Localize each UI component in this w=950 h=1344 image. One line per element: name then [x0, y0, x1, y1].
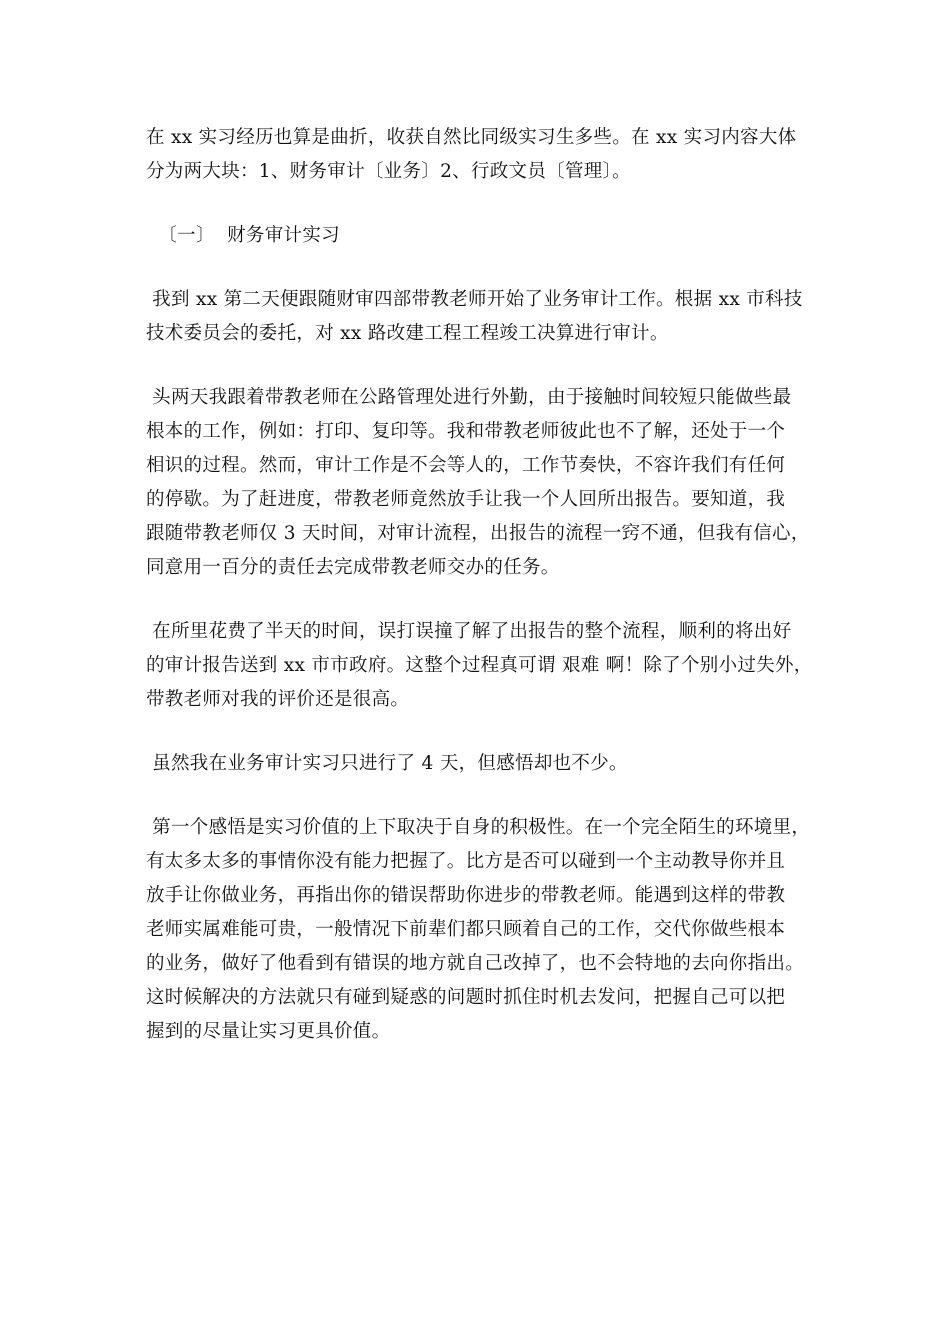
text-line: 同意用一百分的责任去完成带教老师交办的任务。 [146, 557, 560, 578]
text-line: 头两天我跟着带教老师在公路管理处进行外勤，由于接触时间较短只能做些最 [146, 387, 792, 408]
text-line: 在所里花费了半天的时间，误打误撞了解了出报告的整个流程，顺利的将出好 [146, 621, 792, 642]
text-line: 的停歇。为了赶进度，带教老师竟然放手让我一个人回所出报告。要知道，我 [146, 489, 786, 510]
text-line: 握到的尽量让实习更具价值。 [146, 1021, 391, 1042]
text-line: 虽然我在业务审计实习只进行了 4 天，但感悟却也不少。 [146, 753, 628, 774]
paragraph-summary [146, 747, 826, 781]
text-line: 〔一〕 财务审计实习 [146, 225, 340, 246]
text-line: 在 xx 实习经历也算是曲折，收获自然比同级实习生多些。在 xx 实习内容大体 [146, 127, 797, 148]
text-line: 的业务，做好了他看到有错误的地方就自己改掉了，也不会特地的去向你指出。 [146, 953, 805, 974]
paragraph-intro [146, 121, 826, 189]
section-heading [146, 219, 826, 253]
text-line: 跟随带教老师仅 3 天时间，对审计流程，出报告的流程一窍不通，但我有信心， [146, 523, 810, 544]
text-line: 放手让你做业务，再指出你的错误帮助你进步的带教老师。能遇到这样的带教 [146, 885, 786, 906]
text-line: 根本的工作，例如：打印、复印等。我和带教老师彼此也不了解，还处于一个 [146, 421, 786, 442]
text-line: 技术委员会的委托，对 xx 路改建工程工程竣工决算进行审计。 [146, 323, 669, 344]
text-line: 有太多太多的事情你没有能力把握了。比方是否可以碰到一个主动教导你并且 [146, 851, 786, 872]
text-line: 带教老师对我的评价还是很高。 [146, 689, 410, 710]
paragraph-report [146, 615, 826, 717]
document-body [146, 121, 826, 1079]
paragraph-first-days [146, 381, 826, 585]
text-line: 相识的过程。然而，审计工作是不会等人的，工作节奏快，不容许我们有任何 [146, 455, 786, 476]
text-line: 这时候解决的方法就只有碰到疑惑的问题时抓住时机去发问，把握自己可以把 [146, 987, 786, 1008]
text-line: 我到 xx 第二天便跟随财审四部带教老师开始了业务审计工作。根据 xx 市科技 [146, 289, 803, 310]
paragraph-audit-start [146, 283, 826, 351]
text-line: 老师实属难能可贵，一般情况下前辈们都只顾着自己的工作，交代你做些根本 [146, 919, 786, 940]
text-line: 第一个感悟是实习价值的上下取决于自身的积极性。在一个完全陌生的环境里， [146, 817, 811, 838]
paragraph-first-insight [146, 811, 826, 1049]
text-line: 分为两大块：1、财务审计〔业务〕2、行政文员〔管理〕。 [146, 161, 631, 182]
text-line: 的审计报告送到 xx 市市政府。这整个过程真可谓 艰难 啊！除了个别小过失外， [146, 655, 813, 676]
